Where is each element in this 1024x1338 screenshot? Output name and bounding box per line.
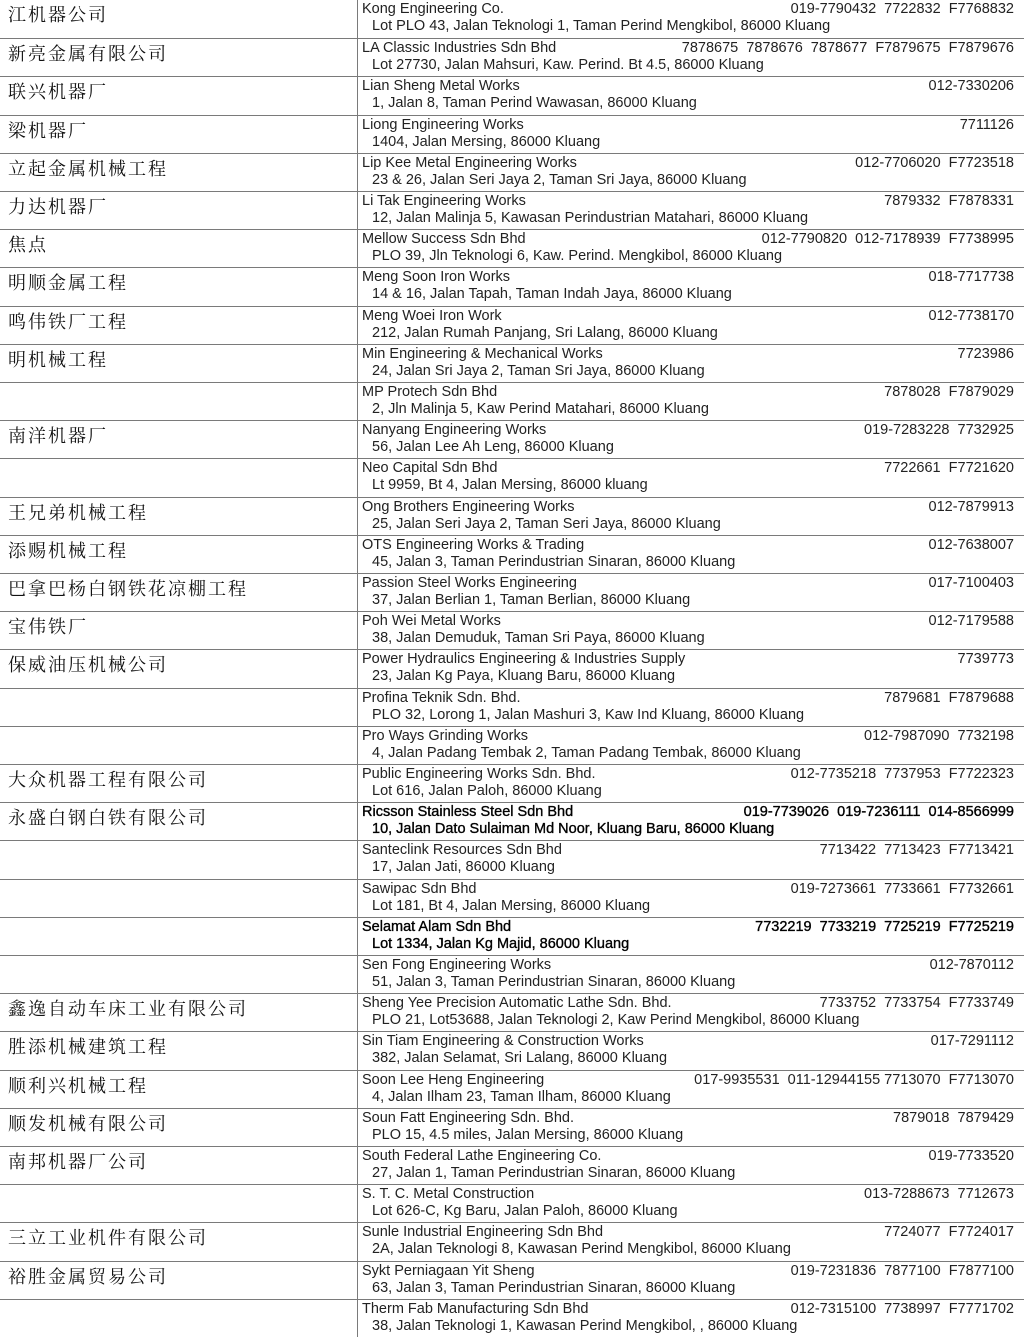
directory-row bbox=[0, 1146, 1024, 1184]
company-address: Lot PLO 43, Jalan Teknologi 1, Taman Perind Mengkibol, 86000 Kluang bbox=[372, 18, 831, 34]
directory-row bbox=[0, 229, 1024, 267]
company-address: PLO 39, Jln Teknologi 6, Kaw. Perind. Mengkibol, 86000 Kluang bbox=[372, 248, 783, 265]
phone-numbers: 017-9935531 011-12944155 7713070 F7713070 bbox=[694, 1071, 1014, 1088]
chinese-name: 明机械工程 bbox=[8, 349, 108, 371]
directory-row bbox=[0, 1108, 1024, 1146]
directory-row bbox=[0, 497, 1024, 535]
company-details bbox=[362, 384, 1017, 420]
company-details bbox=[362, 842, 1017, 878]
company-details bbox=[362, 575, 1017, 611]
chinese-name: 王兄弟机械工程 bbox=[8, 502, 148, 524]
company-address: Lot 616, Jalan Paloh, 86000 Kluang bbox=[372, 783, 602, 799]
company-details bbox=[362, 193, 1017, 229]
company-name: OTS Engineering Works & Trading bbox=[362, 536, 585, 553]
chinese-name: 裕胜金属贸易公司 bbox=[8, 1266, 168, 1288]
directory-row bbox=[0, 306, 1024, 344]
chinese-name: 鸣伟铁厂工程 bbox=[8, 311, 128, 333]
directory-row bbox=[0, 115, 1024, 153]
chinese-name: 鑫逸自动车床工业有限公司 bbox=[8, 999, 248, 1021]
column-divider bbox=[357, 803, 358, 840]
phone-numbers: 012-7638007 bbox=[928, 536, 1014, 553]
company-address: 212, Jalan Rumah Panjang, Sri Lalang, 86000 Kluang bbox=[372, 324, 718, 341]
directory-row bbox=[0, 344, 1024, 382]
chinese-name: 顺利兴机械工程 bbox=[8, 1075, 148, 1097]
chinese-name: 宝伟铁厂 bbox=[8, 617, 88, 639]
company-address: 4, Jalan Ilham 23, Taman Ilham, 86000 Kluang bbox=[372, 1088, 671, 1105]
company-address: 38, Jalan Teknologi 1, Kawasan Perind Mengkibol, , 86000 Kluang bbox=[372, 1317, 798, 1334]
chinese-name: 顺发机械有限公司 bbox=[8, 1113, 168, 1135]
phone-numbers: 019-7231836 7877100 F7877100 bbox=[790, 1262, 1014, 1279]
company-details bbox=[362, 1301, 1017, 1337]
phone-numbers: 013-7288673 7712673 bbox=[864, 1186, 1014, 1203]
company-address: Lot 1334, Jalan Kg Majid, 86000 Kluang bbox=[372, 935, 630, 952]
chinese-name: 梁机器厂 bbox=[8, 120, 88, 142]
chinese-name: 胜添机械建筑工程 bbox=[8, 1037, 168, 1059]
phone-numbers: 012-7879913 bbox=[928, 498, 1014, 515]
column-divider bbox=[357, 383, 358, 420]
phone-numbers: 012-7738170 bbox=[928, 307, 1014, 324]
column-divider bbox=[357, 1032, 358, 1069]
company-address: 23, Jalan Kg Paya, Kluang Baru, 86000 Kluang bbox=[372, 668, 676, 685]
company-address: 2, Jln Malinja 5, Kaw Perind Matahari, 86000 Kluang bbox=[372, 401, 709, 417]
company-details bbox=[362, 957, 1017, 993]
column-divider bbox=[357, 421, 358, 458]
column-divider bbox=[357, 689, 358, 726]
company-address: 38, Jalan Demuduk, Taman Sri Paya, 86000 Kluang bbox=[372, 630, 705, 647]
company-name: Liong Engineering Works bbox=[362, 116, 524, 133]
company-details bbox=[362, 269, 1017, 305]
directory-row bbox=[0, 688, 1024, 726]
column-divider bbox=[357, 39, 358, 76]
company-name: Sin Tiam Engineering & Construction Works bbox=[362, 1033, 644, 1050]
chinese-name: 大众机器工程有限公司 bbox=[8, 770, 208, 791]
company-name: Ong Brothers Engineering Works bbox=[362, 498, 575, 515]
phone-numbers: 7724077 F7724017 bbox=[884, 1224, 1014, 1241]
directory-row bbox=[0, 38, 1024, 76]
directory-row bbox=[0, 535, 1024, 573]
column-divider bbox=[357, 498, 358, 535]
company-address: 23 & 26, Jalan Seri Jaya 2, Taman Sri Jaya, 86000 Kluang bbox=[372, 171, 747, 188]
phone-numbers: 017-7100403 bbox=[928, 575, 1014, 591]
company-details bbox=[362, 499, 1017, 535]
company-name: Lip Kee Metal Engineering Works bbox=[362, 154, 577, 171]
phone-numbers: 012-7790820 012-7178939 F7738995 bbox=[761, 231, 1014, 248]
company-address: Lot 181, Bt 4, Jalan Mersing, 86000 Kluang bbox=[372, 897, 651, 914]
directory-row bbox=[0, 458, 1024, 496]
company-name: Public Engineering Works Sdn. Bhd. bbox=[362, 766, 596, 782]
phone-numbers: 012-7870112 bbox=[929, 957, 1014, 973]
column-divider bbox=[357, 307, 358, 344]
phone-numbers: 012-7735218 7737953 F7722323 bbox=[790, 766, 1014, 782]
company-details bbox=[362, 40, 1017, 76]
directory-row bbox=[0, 191, 1024, 229]
phone-numbers: 012-7315100 7738997 F7771702 bbox=[790, 1300, 1014, 1317]
company-address: PLO 21, Lot53688, Jalan Teknologi 2, Kaw Perind Mengkibol, 86000 Kluang bbox=[372, 1012, 860, 1029]
company-name: Kong Engineering Co. bbox=[362, 1, 504, 17]
phone-numbers: 019-7739026 019-7236111 014-8566999 bbox=[743, 804, 1014, 821]
column-divider bbox=[357, 612, 358, 649]
column-divider bbox=[357, 459, 358, 496]
column-divider bbox=[357, 880, 358, 917]
company-details bbox=[362, 460, 1017, 496]
company-address: 382, Jalan Selamat, Sri Lalang, 86000 Kluang bbox=[372, 1050, 668, 1067]
chinese-name: 添赐机械工程 bbox=[8, 540, 128, 562]
column-divider bbox=[357, 956, 358, 993]
company-address: 1404, Jalan Mersing, 86000 Kluang bbox=[372, 133, 601, 150]
directory-row bbox=[0, 267, 1024, 305]
company-address: 2A, Jalan Teknologi 8, Kawasan Perind Mengkibol, 86000 Kluang bbox=[372, 1241, 791, 1258]
company-address: 17, Jalan Jati, 86000 Kluang bbox=[372, 859, 555, 876]
company-name: Sheng Yee Precision Automatic Lathe Sdn. Bhd. bbox=[362, 995, 672, 1012]
company-details bbox=[362, 231, 1017, 267]
phone-numbers: 7878028 F7879029 bbox=[884, 384, 1014, 400]
company-name: Neo Capital Sdn Bhd bbox=[362, 460, 498, 477]
company-name: Passion Steel Works Engineering bbox=[362, 575, 577, 591]
column-divider bbox=[357, 154, 358, 191]
directory-row bbox=[0, 1222, 1024, 1260]
company-details bbox=[362, 995, 1017, 1031]
company-details bbox=[362, 1148, 1017, 1184]
phone-numbers: 7723986 bbox=[957, 345, 1014, 362]
phone-numbers: 7879332 F7878331 bbox=[884, 193, 1014, 209]
chinese-name: 三立工业机件有限公司 bbox=[8, 1228, 208, 1250]
company-details bbox=[362, 1, 1017, 37]
company-name: Meng Soon Iron Works bbox=[362, 269, 511, 286]
phone-numbers: 019-7733520 bbox=[928, 1148, 1014, 1164]
company-address: 56, Jalan Lee Ah Leng, 86000 Kluang bbox=[372, 439, 614, 456]
chinese-name: 立起金属机械工程 bbox=[8, 158, 168, 180]
column-divider bbox=[357, 1147, 358, 1184]
company-details bbox=[362, 919, 1017, 955]
company-address: 27, Jalan 1, Taman Perindustrian Sinaran, 86000 Kluang bbox=[372, 1165, 736, 1181]
chinese-name: 永盛白钢白铁有限公司 bbox=[8, 808, 208, 830]
column-divider bbox=[357, 345, 358, 382]
column-divider bbox=[357, 116, 358, 153]
column-divider bbox=[357, 1223, 358, 1260]
directory-row bbox=[0, 153, 1024, 191]
column-divider bbox=[357, 0, 358, 38]
company-address: 1, Jalan 8, Taman Perind Wawasan, 86000 Kluang bbox=[372, 95, 697, 112]
phone-numbers: 7713422 7713423 F7713421 bbox=[819, 842, 1014, 859]
directory-row bbox=[0, 764, 1024, 802]
company-details bbox=[362, 766, 1017, 802]
company-name: S. T. C. Metal Construction bbox=[362, 1186, 535, 1203]
company-details bbox=[362, 804, 1017, 840]
column-divider bbox=[357, 230, 358, 267]
chinese-name: 南洋机器厂 bbox=[8, 426, 108, 448]
chinese-name: 保威油压机械公司 bbox=[8, 655, 168, 677]
company-details bbox=[362, 346, 1017, 382]
directory-row bbox=[0, 840, 1024, 878]
directory-row bbox=[0, 1070, 1024, 1108]
company-details bbox=[362, 308, 1017, 344]
directory-row bbox=[0, 382, 1024, 420]
company-name: MP Protech Sdn Bhd bbox=[362, 384, 498, 400]
company-address: 12, Jalan Malinja 5, Kawasan Perindustrian Matahari, 86000 Kluang bbox=[372, 210, 809, 226]
phone-numbers: 019-7273661 7733661 F7732661 bbox=[790, 880, 1014, 897]
chinese-name: 焦点 bbox=[8, 235, 48, 257]
column-divider bbox=[357, 727, 358, 764]
column-divider bbox=[357, 1071, 358, 1108]
phone-numbers: 7878675 7878676 7878677 F7879675 F7879676 bbox=[681, 40, 1014, 57]
directory-row bbox=[0, 1261, 1024, 1299]
company-address: 24, Jalan Sri Jaya 2, Taman Sri Jaya, 86000 Kluang bbox=[372, 362, 705, 379]
company-address: 37, Jalan Berlian 1, Taman Berlian, 86000 Kluang bbox=[372, 592, 691, 608]
phone-numbers: 017-7291112 bbox=[930, 1033, 1014, 1050]
company-name: Min Engineering & Mechanical Works bbox=[362, 345, 603, 362]
phone-numbers: 7879681 F7879688 bbox=[884, 689, 1014, 706]
company-name: LA Classic Industries Sdn Bhd bbox=[362, 40, 557, 57]
directory-row bbox=[0, 76, 1024, 114]
chinese-name: 南邦机器厂公司 bbox=[8, 1152, 148, 1173]
company-name: Sunle Industrial Engineering Sdn Bhd bbox=[362, 1224, 604, 1241]
phone-numbers: 012-7179588 bbox=[928, 613, 1014, 630]
directory-row bbox=[0, 726, 1024, 764]
directory-row bbox=[0, 649, 1024, 687]
column-divider bbox=[357, 574, 358, 611]
directory-row bbox=[0, 993, 1024, 1031]
company-name: Meng Woei Iron Work bbox=[362, 307, 502, 324]
phone-numbers: 7711126 bbox=[959, 116, 1014, 133]
company-name: Pro Ways Grinding Works bbox=[362, 727, 528, 744]
column-divider bbox=[357, 1300, 358, 1337]
company-name: Power Hydraulics Engineering & Industries Supply bbox=[362, 651, 686, 668]
directory-row bbox=[0, 1031, 1024, 1069]
chinese-name: 巴拿巴杨白钢铁花凉棚工程 bbox=[8, 579, 248, 600]
company-name: South Federal Lathe Engineering Co. bbox=[362, 1148, 602, 1164]
column-divider bbox=[357, 1262, 358, 1299]
company-address: PLO 15, 4.5 miles, Jalan Mersing, 86000 Kluang bbox=[372, 1126, 684, 1143]
column-divider bbox=[357, 650, 358, 687]
company-name: Poh Wei Metal Works bbox=[362, 613, 501, 630]
chinese-name: 明顺金属工程 bbox=[8, 273, 128, 295]
directory-row bbox=[0, 0, 1024, 38]
company-address: 4, Jalan Padang Tembak 2, Taman Padang Tembak, 86000 Kluang bbox=[372, 744, 801, 761]
company-name: Ricsson Stainless Steel Sdn Bhd bbox=[362, 804, 574, 821]
company-address: PLO 32, Lorong 1, Jalan Mashuri 3, Kaw Ind Kluang, 86000 Kluang bbox=[372, 706, 805, 723]
directory-row bbox=[0, 955, 1024, 993]
company-details bbox=[362, 728, 1017, 764]
company-name: Profina Teknik Sdn. Bhd. bbox=[362, 689, 521, 706]
chinese-name: 联兴机器厂 bbox=[8, 82, 108, 104]
company-details bbox=[362, 1072, 1017, 1108]
company-name: Nanyang Engineering Works bbox=[362, 422, 547, 439]
chinese-name: 江机器公司 bbox=[8, 5, 108, 26]
company-name: Sawipac Sdn Bhd bbox=[362, 880, 477, 897]
phone-numbers: 7879018 7879429 bbox=[893, 1109, 1014, 1126]
company-details bbox=[362, 1110, 1017, 1146]
company-details bbox=[362, 1224, 1017, 1260]
directory-row bbox=[0, 879, 1024, 917]
column-divider bbox=[357, 1109, 358, 1146]
company-details bbox=[362, 881, 1017, 917]
company-address: Lot 27730, Jalan Mahsuri, Kaw. Perind. Bt 4.5, 86000 Kluang bbox=[372, 57, 764, 74]
phone-numbers: 018-7717738 bbox=[928, 269, 1014, 286]
company-name: Therm Fab Manufacturing Sdn Bhd bbox=[362, 1300, 589, 1317]
company-address: 10, Jalan Dato Sulaiman Md Noor, Kluang Baru, 86000 Kluang bbox=[372, 821, 775, 838]
directory-row bbox=[0, 611, 1024, 649]
company-address: 45, Jalan 3, Taman Perindustrian Sinaran, 86000 Kluang bbox=[372, 553, 736, 570]
directory-row bbox=[0, 420, 1024, 458]
company-address: Lot 626-C, Kg Baru, Jalan Paloh, 86000 Kluang bbox=[372, 1203, 678, 1220]
company-details bbox=[362, 651, 1017, 687]
chinese-name: 新亮金属有限公司 bbox=[8, 44, 168, 66]
company-details bbox=[362, 155, 1017, 191]
company-address: Lt 9959, Bt 4, Jalan Mersing, 86000 kluang bbox=[372, 477, 648, 494]
company-details bbox=[362, 78, 1017, 114]
company-address: 51, Jalan 3, Taman Perindustrian Sinaran, 86000 Kluang bbox=[372, 974, 736, 990]
column-divider bbox=[357, 994, 358, 1031]
directory-row bbox=[0, 802, 1024, 840]
company-address: 14 & 16, Jalan Tapah, Taman Indah Jaya, 86000 Kluang bbox=[372, 286, 732, 303]
phone-numbers: 7722661 F7721620 bbox=[884, 460, 1014, 477]
phone-numbers: 012-7706020 F7723518 bbox=[855, 154, 1014, 171]
company-name: Soon Lee Heng Engineering bbox=[362, 1071, 545, 1088]
company-details bbox=[362, 613, 1017, 649]
column-divider bbox=[357, 918, 358, 955]
directory-row bbox=[0, 1184, 1024, 1222]
column-divider bbox=[357, 192, 358, 229]
phone-numbers: 012-7987090 7732198 bbox=[864, 727, 1014, 744]
directory-row bbox=[0, 917, 1024, 955]
company-name: Li Tak Engineering Works bbox=[362, 193, 526, 209]
company-address: 63, Jalan 3, Taman Perindustrian Sinaran, 86000 Kluang bbox=[372, 1279, 736, 1296]
chinese-name: 力达机器厂 bbox=[8, 197, 108, 218]
column-divider bbox=[357, 77, 358, 114]
company-details bbox=[362, 537, 1017, 573]
phone-numbers: 7739773 bbox=[957, 651, 1014, 668]
company-details bbox=[362, 1186, 1017, 1222]
column-divider bbox=[357, 765, 358, 802]
company-address: 25, Jalan Seri Jaya 2, Taman Seri Jaya, 86000 Kluang bbox=[372, 515, 721, 532]
column-divider bbox=[357, 536, 358, 573]
phone-numbers: 012-7330206 bbox=[928, 78, 1014, 95]
company-details bbox=[362, 117, 1017, 153]
company-details bbox=[362, 1263, 1017, 1299]
phone-numbers: 7732219 7733219 7725219 F7725219 bbox=[755, 918, 1014, 935]
company-name: Mellow Success Sdn Bhd bbox=[362, 231, 526, 248]
phone-numbers: 7733752 7733754 F7733749 bbox=[819, 995, 1014, 1012]
company-name: Sen Fong Engineering Works bbox=[362, 957, 552, 973]
company-details bbox=[362, 422, 1017, 458]
directory-row bbox=[0, 573, 1024, 611]
column-divider bbox=[357, 268, 358, 305]
phone-numbers: 019-7283228 7732925 bbox=[864, 422, 1014, 439]
company-name: Soun Fatt Engineering Sdn. Bhd. bbox=[362, 1109, 575, 1126]
company-name: Santeclink Resources Sdn Bhd bbox=[362, 842, 562, 859]
company-details bbox=[362, 690, 1017, 726]
phone-numbers: 019-7790432 7722832 F7768832 bbox=[790, 1, 1014, 17]
column-divider bbox=[357, 841, 358, 878]
column-divider bbox=[357, 1185, 358, 1222]
company-name: Selamat Alam Sdn Bhd bbox=[362, 918, 512, 935]
directory-row bbox=[0, 1299, 1024, 1337]
company-details bbox=[362, 1033, 1017, 1069]
company-name: Sykt Perniagaan Yit Sheng bbox=[362, 1262, 535, 1279]
company-name: Lian Sheng Metal Works bbox=[362, 78, 520, 95]
